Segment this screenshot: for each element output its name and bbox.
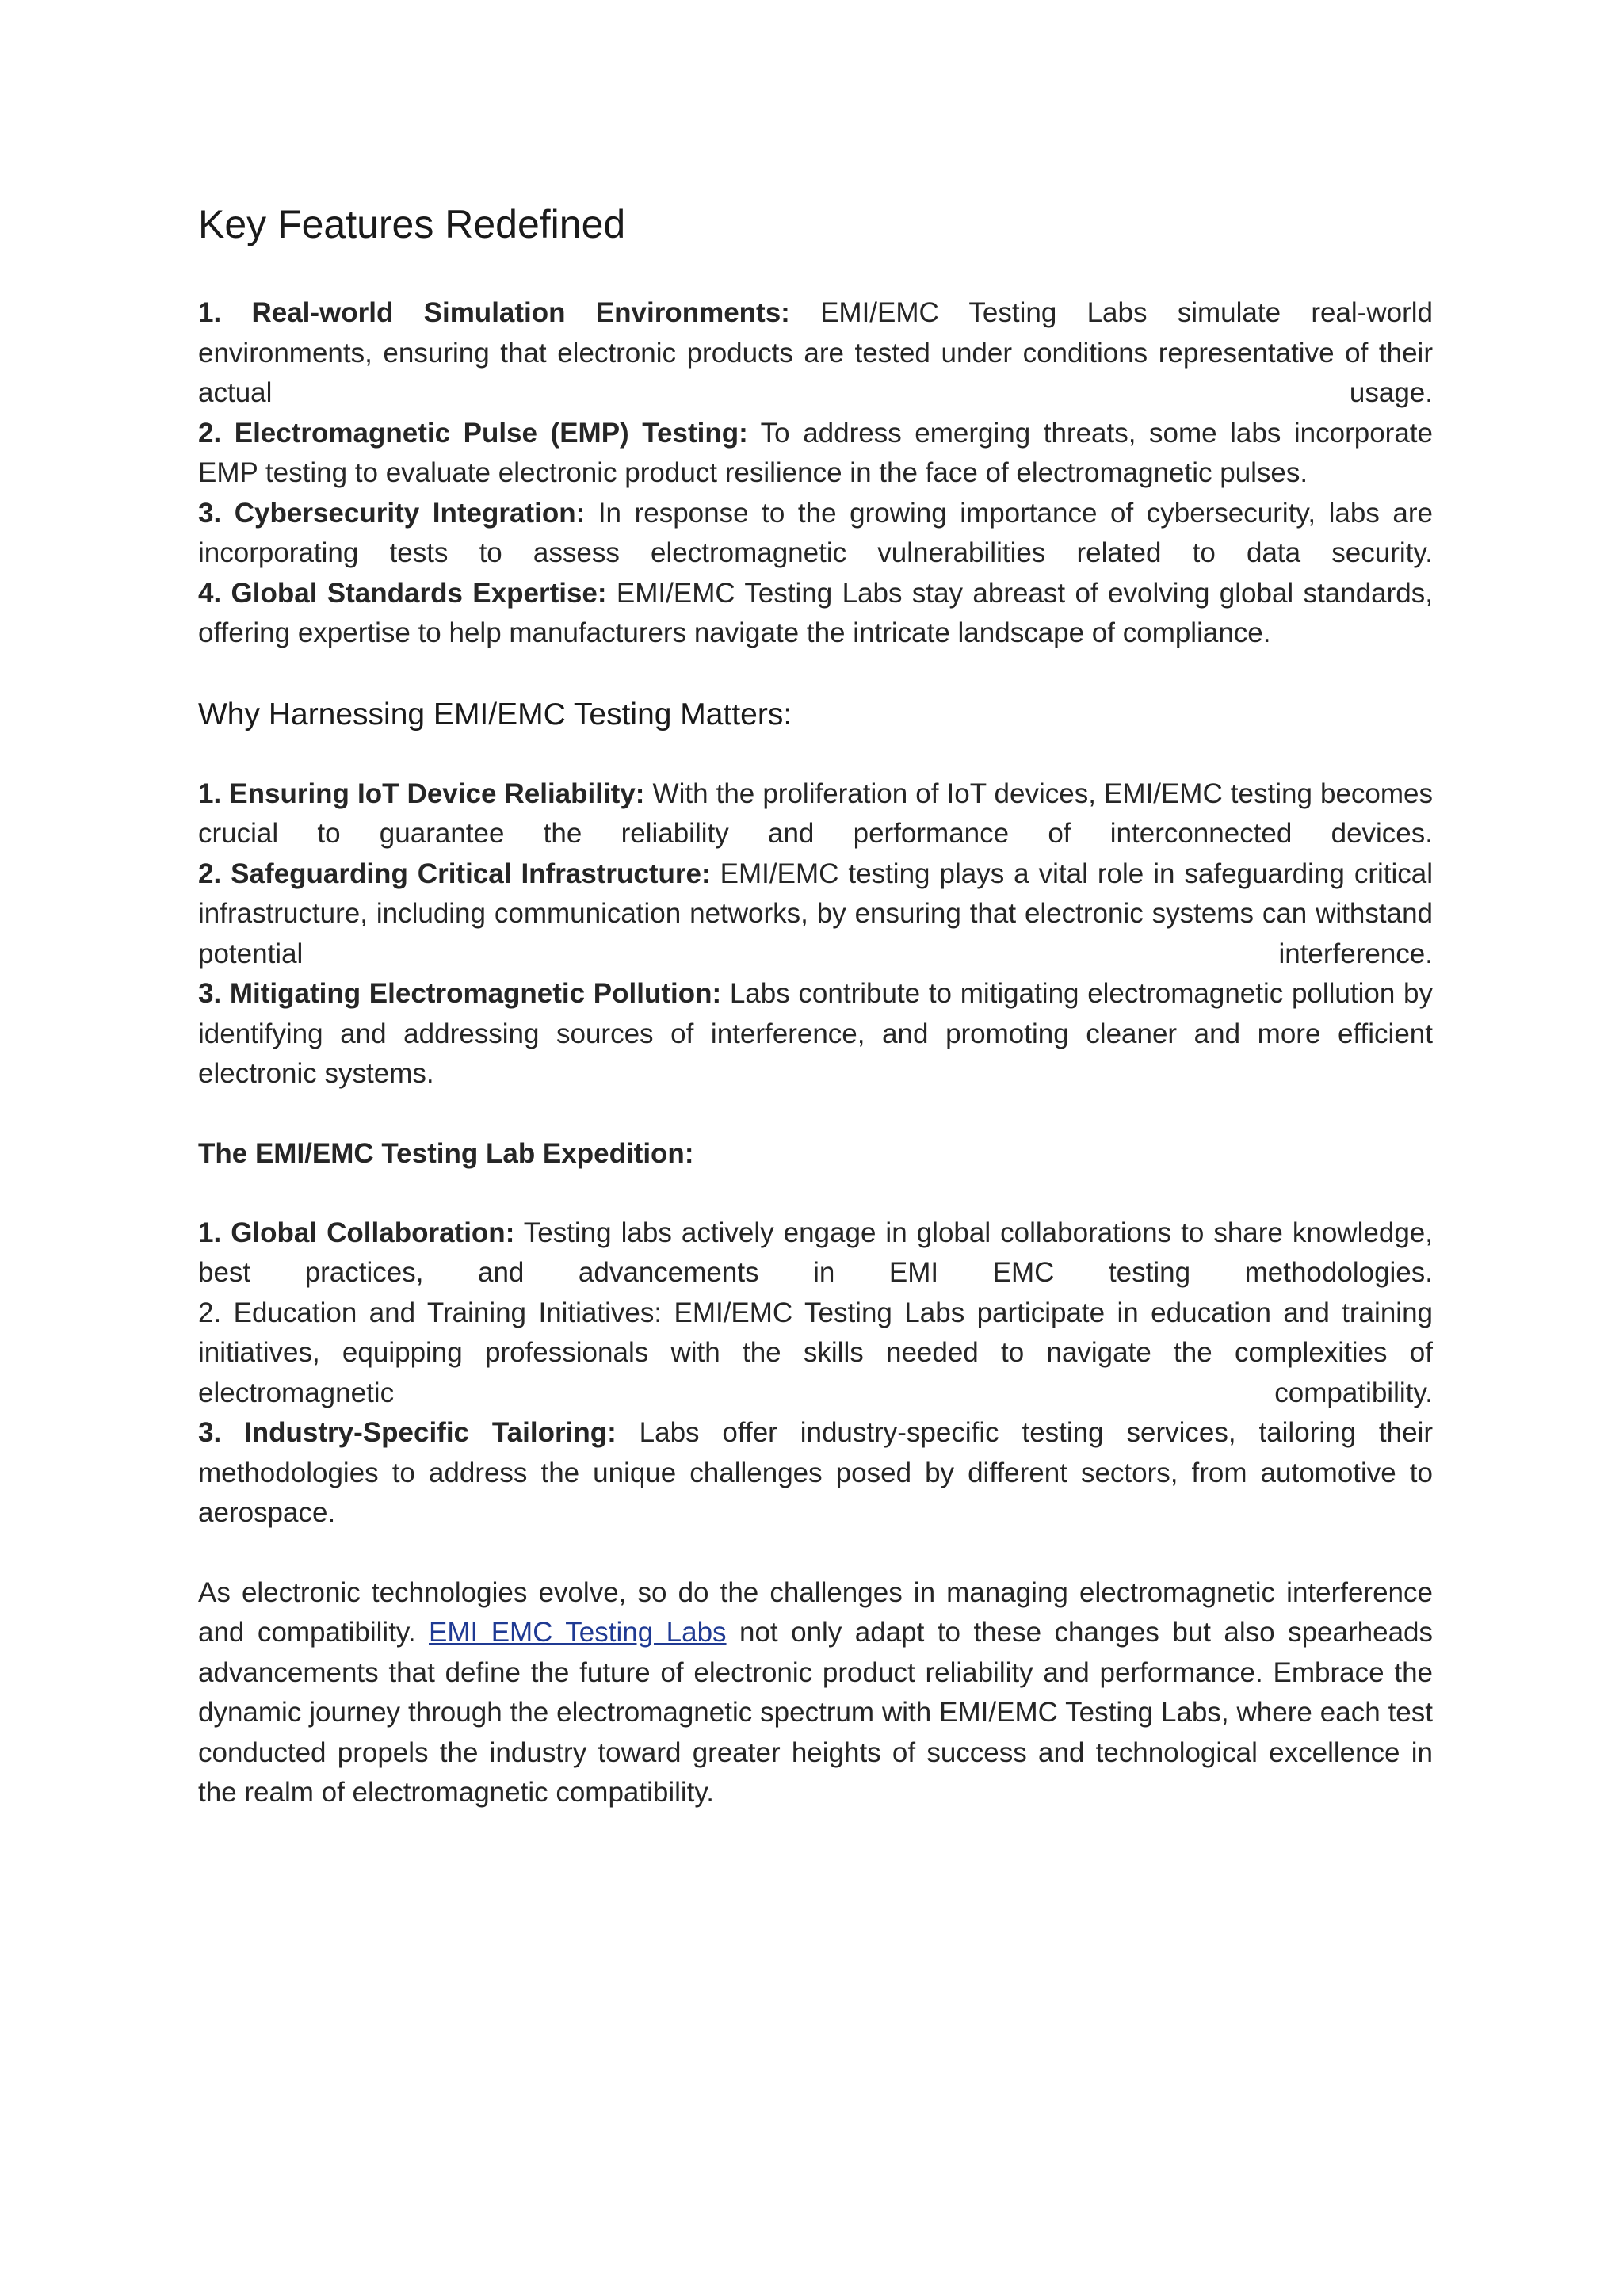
item-label: 3. Mitigating Electromagnetic Pollution:: [198, 978, 722, 1009]
item-label: 2. Electromagnetic Pulse (EMP) Testing:: [198, 417, 748, 449]
item-label: 3. Industry-Specific Tailoring:: [198, 1417, 617, 1448]
features-list: [198, 293, 1433, 654]
list-item: [198, 1293, 1433, 1414]
closing-text-start: As electronic technologies evolve, so do the challenges in managing electromagnetic interference and compatibility.: [198, 1576, 1433, 1648]
list-item: [198, 574, 1433, 654]
why-list: [198, 774, 1433, 1095]
item-text: EMI/EMC testing plays a vital role in safeguarding critical infrastructure, including communication networks, by ensuring that electronic systems can withstand potential interference.: [198, 858, 1433, 969]
item-label: 1. Ensuring IoT Device Reliability:: [198, 777, 645, 809]
expedition-list: [198, 1213, 1433, 1534]
list-item: [198, 414, 1433, 494]
list-item: [198, 293, 1433, 414]
item-label: 2. Safeguarding Critical Infrastructure:: [198, 858, 711, 889]
list-item: [198, 774, 1433, 854]
item-text: Labs contribute to mitigating electromagnetic pollution by identifying and addressing sources of interference, and promoting cleaner and more efficient electronic systems.: [198, 978, 1433, 1089]
expedition-heading: The EMI/EMC Testing Lab Expedition:: [198, 1137, 694, 1169]
item-text: Testing labs actively engage in global collaborations to share knowledge, best practices, and advancements in EMI EMC testing methodologies.: [198, 1217, 1433, 1288]
document-page: [198, 197, 1433, 1813]
list-item: [198, 1413, 1433, 1534]
list-item: [198, 854, 1433, 975]
list-item: [198, 494, 1433, 574]
emi-emc-testing-labs-link[interactable]: EMI EMC Testing Labs: [429, 1617, 727, 1648]
list-item: [198, 974, 1433, 1095]
item-text: In response to the growing importance of cybersecurity, labs are incorporating tests to assess electromagnetic vulnerabilities related to data security.: [198, 497, 1433, 568]
page-title: Key Features Redefined: [198, 202, 626, 246]
closing-text-end: not only adapt to these changes but also spearheads advancements that define the future of electronic product reliability and performance. Embrace the dynamic journey through the electromagnetic spectrum with EMI/EMC Testing Labs, where each test conducted propels the industry toward greater heights of success and technological excellence in the realm of electromagnetic compatibility.: [198, 1617, 1434, 1808]
item-label: 1. Real-world Simulation Environments:: [198, 297, 790, 328]
item-label: 3. Cybersecurity Integration:: [198, 497, 586, 529]
item-text: 2. Education and Training Initiatives: EMI/EMC Testing Labs participate in education and training initiatives, equipping professionals with the skills needed to navigate the complexities of electromagnetic compatibility.: [198, 1297, 1433, 1408]
item-label: 1. Global Collaboration:: [198, 1217, 515, 1248]
item-label: 4. Global Standards Expertise:: [198, 577, 607, 609]
closing-paragraph: [198, 1573, 1433, 1813]
item-text: With the proliferation of IoT devices, EMI/EMC testing becomes crucial to guarantee the reliability and performance of interconnected devices.: [198, 777, 1433, 849]
item-text: EMI/EMC Testing Labs stay abreast of evolving global standards, offering expertise to help manufacturers navigate the intricate landscape of compliance.: [198, 577, 1433, 648]
item-text: To address emerging threats, some labs incorporate EMP testing to evaluate electronic product resilience in the face of electromagnetic pulses.: [198, 417, 1433, 488]
item-text: EMI/EMC Testing Labs simulate real-world environments, ensuring that electronic products are tested under conditions representative of their actual usage.: [198, 297, 1433, 408]
list-item: [198, 1213, 1433, 1293]
item-text: Labs offer industry-specific testing services, tailoring their methodologies to address the unique challenges posed by different sectors, from automotive to aerospace.: [198, 1417, 1434, 1528]
why-heading: Why Harnessing EMI/EMC Testing Matters:: [198, 697, 792, 732]
